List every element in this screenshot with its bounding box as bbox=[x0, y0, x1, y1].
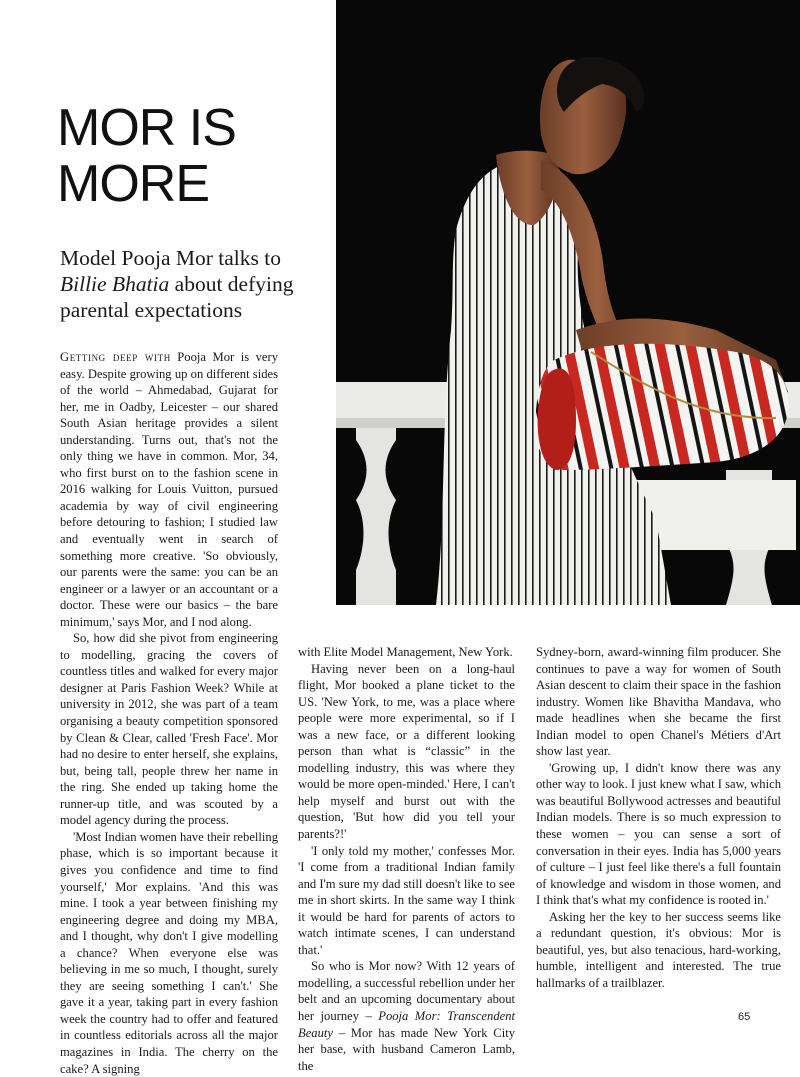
article-column-1 bbox=[60, 349, 278, 1077]
headline bbox=[57, 100, 327, 212]
article-column-3 bbox=[536, 644, 781, 991]
documentary-title: Pooja Mor: Transcendent Beauty bbox=[298, 1009, 516, 1040]
headline-line-1: MOR IS bbox=[57, 99, 236, 157]
article-paragraph: 'Most Indian women have their rebelling phase, which is so important because it gives you confidence and time to find yourself,' Mor explains. 'And this was mine. I took a year between finishing my engineering degree and doing my MBA, and I thought, why don't I give modelling a chance? When everyone else was believing in me so much, I thought, surely they are seeing something I can't.' She gave it a year, taking part in every fashion week the country had to offer and featured in countless editorials across all the major magazines in India. The cherry on the cake? A signing bbox=[60, 829, 278, 1076]
article-paragraph: Sydney-born, award-winning film producer. She continues to pave a way for women of South Asian descent to claim their space in the fashion industry. Women like Bhavitha Mandava, who made headlines when she became the first Indian model to open Chanel's Métiers d'Art show last year. bbox=[536, 645, 781, 759]
page-number: 65 bbox=[738, 1011, 751, 1023]
article-column-2 bbox=[298, 644, 515, 1074]
standfirst-text-1: Model Pooja Mor talks to bbox=[60, 246, 281, 270]
article-paragraph: 'I only told my mother,' confesses Mor. 'I come from a traditional Indian family and I'm sure my dad still doesn't like to see me in short skirts. In the same way I think it would be hard for parents of actors to watch intimate scenes, I can understand that.' bbox=[298, 843, 515, 957]
article-paragraph: So, how did she pivot from engineering to modelling, gracing the covers of countless titles and walked for every major designer at Paris Fashion Week? While at university in 2012, she was part of a team organising a beauty competition sponsored by Clean & Clear, called 'Fresh Face'. Mor had no desire to enter herself, she explains, but, being tall, people threw her name in the ring. She ended up taking home the runner-up title, and was scouted by a model agency during the process. bbox=[60, 631, 278, 828]
article-paragraph: Having never been on a long-haul flight, Mor booked a plane ticket to the US. 'New York, to me, was a place where people were more experimental, so if I was a new face, or a different looking person than what is “classic” in the modelling industry, this was where they would be more open-minded.' Here, I can't help myself and burst out with the question, 'But how did you tell your parents?!' bbox=[298, 661, 515, 842]
article-paragraph: 'Growing up, I didn't know there was any other way to look. I just knew what I saw, which was beautiful Bollywood actresses and beautiful Indian models. There is so much expression to these women – you can sense a sort of conversation in their eyes. India has 5,000 years of culture – I just feel like there's a full fountain of knowledge and wisdom in those women, and I think that's what my confidence is rooted in.' bbox=[536, 760, 781, 908]
feature-photo bbox=[336, 0, 800, 605]
article-paragraph: Asking her the key to her success seems like a redundant question, it's obvious: Mor is beautiful, yes, but also tenacious, hard-working, humble, intelligent and interested. The true hallmarks of a trailblazer. bbox=[536, 909, 781, 990]
standfirst bbox=[60, 245, 325, 323]
article-paragraph: with Elite Model Management, New York. bbox=[298, 645, 513, 659]
article-paragraph bbox=[298, 958, 515, 1074]
paragraph-text: Pooja Mor is very easy. Despite growing up on different sides of the world – Ahmedabad, Gujarat for her, me in Oadby, Leicester – our shared South Asian heritage provides a silent understanding. Turns out, that's not the only thing we have in common. Mor, 34, who first burst on to the fashion scene in 2016 walking for Louis Vuitton, pursued academia by way of civil engineering before detouring to fashion; I studied law and eventually went in search of something more creative. 'So obviously, our parents were the same: you can be an engineer or a lawyer or an accountant or a doctor. These were our basics – the bare minimum,' says Mor, and I nod along. bbox=[60, 350, 278, 629]
author-name: Billie Bhatia bbox=[60, 272, 170, 296]
standfirst-text-2: about defying parental expectations bbox=[60, 272, 294, 322]
paragraph-text: So who is Mor now? With 12 years of modelling, a successful rebellion under her belt and an upcoming documentary about her journey – bbox=[298, 959, 515, 1024]
paragraph-text: – Mor has made New York City her base, with husband Cameron Lamb, the bbox=[298, 1025, 515, 1073]
headline-line-2: MORE bbox=[57, 155, 209, 213]
model-photo-illustration bbox=[336, 0, 800, 605]
lead-in: Getting deep with bbox=[60, 350, 171, 364]
article-paragraph bbox=[60, 349, 278, 630]
